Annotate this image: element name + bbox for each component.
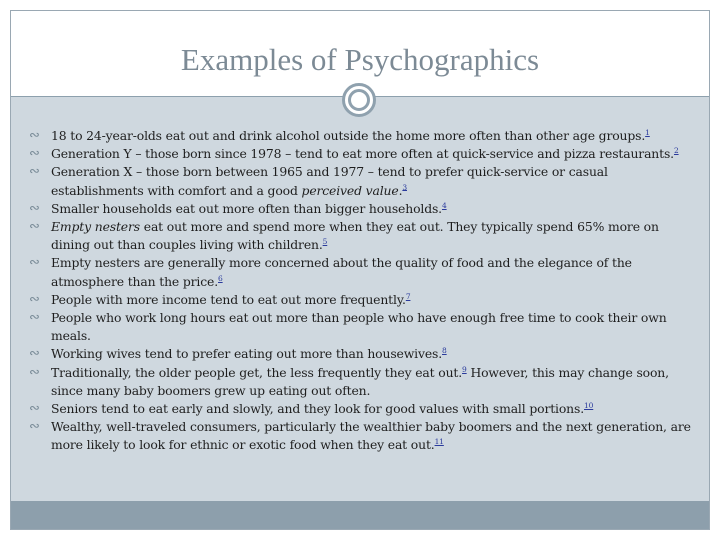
bullet-item bbox=[21, 309, 701, 345]
footnote-link[interactable]: 5 bbox=[322, 237, 328, 247]
wave-bullet-icon: ∾ bbox=[29, 364, 40, 380]
footnote-link[interactable]: 11 bbox=[434, 437, 444, 447]
bullet-item bbox=[21, 345, 701, 363]
bullet-text: People with more income tend to eat out more frequently. bbox=[51, 291, 406, 307]
footnote-link[interactable]: 6 bbox=[218, 273, 223, 283]
bullet-text: . bbox=[398, 182, 403, 198]
wave-bullet-icon: ∾ bbox=[29, 146, 40, 162]
ring-icon bbox=[342, 83, 376, 117]
bullet-text: Seniors tend to eat early and slowly, and they look for good values with small portions. bbox=[51, 401, 584, 417]
bullet-item bbox=[21, 418, 701, 454]
bullet-item bbox=[21, 145, 701, 163]
bullet-text: Working wives tend to prefer eating out more than housewives. bbox=[51, 346, 443, 362]
footnote-link[interactable]: 10 bbox=[584, 400, 594, 410]
wave-bullet-icon: ∾ bbox=[29, 255, 40, 271]
footnote-link[interactable]: 1 bbox=[645, 127, 650, 137]
wave-bullet-icon: ∾ bbox=[29, 291, 40, 307]
bullet-text: Smaller households eat out more often than bigger households. bbox=[51, 200, 442, 216]
bullet-text: Wealthy, well-traveled consumers, particularly the wealthier baby boomers and the next generation, are more likely to look for ethnic or exotic food when they eat out. bbox=[51, 419, 691, 453]
bullet-text: 18 to 24-year-olds eat out and drink alcohol outside the home more often than other age groups. bbox=[51, 128, 646, 143]
footnote-link[interactable]: 7 bbox=[405, 291, 411, 301]
wave-bullet-icon: ∾ bbox=[29, 128, 40, 143]
bullet-item bbox=[21, 163, 701, 199]
footnote-link[interactable]: 3 bbox=[402, 182, 407, 192]
wave-bullet-icon: ∾ bbox=[29, 346, 40, 362]
bullet-text: However, this may change soon, since many baby boomers grew up eating out often. bbox=[51, 364, 669, 398]
bullet-item bbox=[21, 364, 701, 400]
bullet-item bbox=[21, 200, 701, 218]
footnote-link[interactable]: 2 bbox=[673, 146, 679, 156]
slide bbox=[10, 10, 710, 530]
bullet-item bbox=[21, 254, 701, 290]
footnote-link[interactable]: 4 bbox=[441, 200, 447, 210]
bullet-item bbox=[21, 127, 701, 145]
wave-bullet-icon: ∾ bbox=[29, 401, 40, 417]
bullet-emphasis: perceived value bbox=[301, 182, 399, 198]
bullet-text: Traditionally, the older people get, the less frequently they eat out. bbox=[51, 364, 463, 380]
bullet-list bbox=[21, 127, 701, 455]
wave-bullet-icon: ∾ bbox=[29, 164, 40, 180]
footnote-link[interactable]: 8 bbox=[442, 346, 447, 356]
bullet-item bbox=[21, 400, 701, 418]
bullet-text: People who work long hours eat out more than people who have enough free time to cook their own meals. bbox=[51, 310, 667, 344]
wave-bullet-icon: ∾ bbox=[29, 310, 40, 326]
bullet-item bbox=[21, 291, 701, 309]
bullet-emphasis: Empty nesters bbox=[51, 219, 140, 235]
wave-bullet-icon: ∾ bbox=[29, 419, 40, 435]
bullet-text: Generation X – those born between 1965 and 1977 – tend to prefer quick-service or casual establishments with comfort and a good bbox=[51, 164, 608, 198]
footnote-link[interactable]: 9 bbox=[462, 364, 467, 374]
wave-bullet-icon: ∾ bbox=[29, 219, 40, 235]
bullet-text: Generation Y – those born since 1978 – tend to eat more often at quick-service and pizza restaurants. bbox=[51, 146, 674, 162]
slide-title: Examples of Psychographics bbox=[180, 42, 540, 77]
footer-band bbox=[11, 501, 709, 529]
bullet-item bbox=[21, 218, 701, 254]
bullet-text: Empty nesters are generally more concerned about the quality of food and the elegance of the atmosphere than the price. bbox=[51, 255, 632, 289]
bullet-text: eat out more and spend more when they eat out. They typically spend 65% more on dining out than couples living with children. bbox=[51, 219, 659, 253]
wave-bullet-icon: ∾ bbox=[29, 200, 40, 216]
